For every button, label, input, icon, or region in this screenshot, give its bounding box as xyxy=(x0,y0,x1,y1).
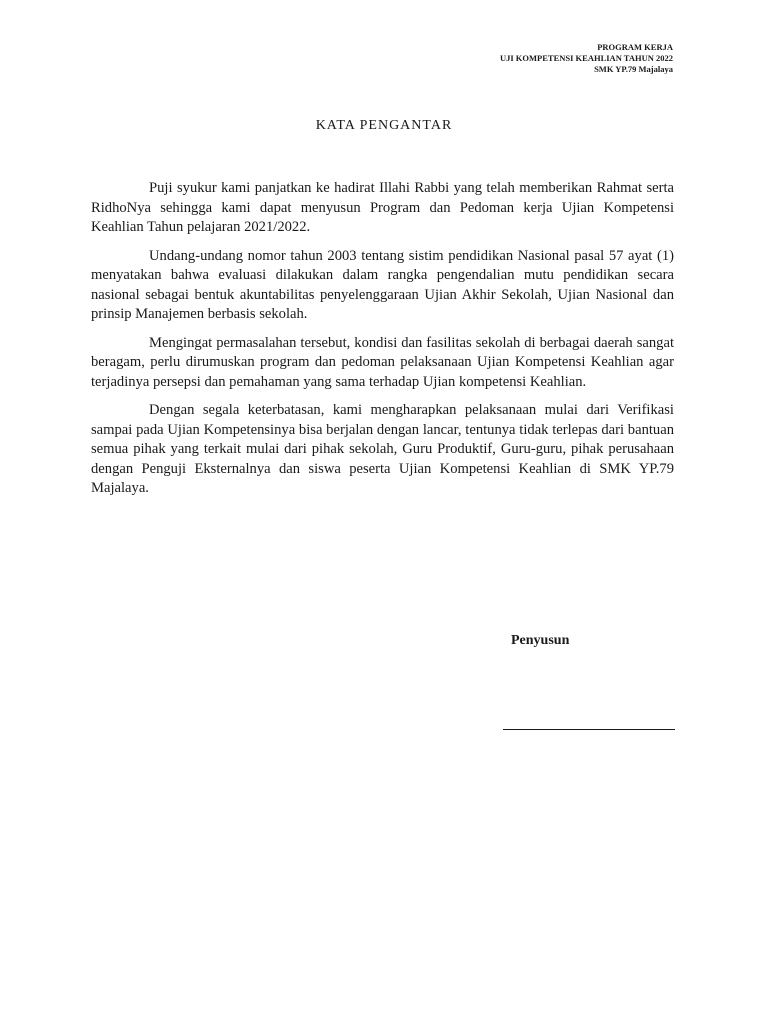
paragraph-closing: Dengan segala keterbatasan, kami mengharapkan pelaksanaan mulai dari Verifikasi sampai pada Ujian Kompetensinya bisa berjalan dengan lancar, tentunya tidak terlepas dari bantuan semua pihak yang terkait mulai dari pihak sekolah, Guru Produktif, Guru-guru, pihak perusahaan dengan Penguji Eksternalnya dan siswa peserta Ujian Kompetensi Keahlian di SMK YP.79 Majalaya. xyxy=(91,402,674,496)
foreword-body xyxy=(91,179,674,508)
page-title: KATA PENGANTAR xyxy=(315,118,453,133)
paragraph-considerations: Mengingat permasalahan tersebut, kondisi dan fasilitas sekolah di berbagai daerah sangat beragam, perlu dirumuskan program dan pedoman pelaksanaan Ujian Kompetensi Keahlian agar terjadinya persepsi dan pemahaman yang sama terhadap Ujian kompetensi Keahlian. xyxy=(91,334,674,390)
signature-line xyxy=(503,729,675,730)
header-school-name: SMK YP.79 Majalaya xyxy=(594,64,673,74)
header-exam-title: UJI KOMPETENSI KEAHLIAN TAHUN 2022 xyxy=(499,53,673,63)
document-header xyxy=(500,42,673,75)
paragraph-gratitude: Puji syukur kami panjatkan ke hadirat Illahi Rabbi yang telah memberikan Rahmat serta RidhoNya sehingga kami dapat menyusun Program dan Pedoman kerja Ujian Kompetensi Keahlian Tahun pelajaran 2021/2022. xyxy=(91,180,674,235)
paragraph-legal-basis: Undang-undang nomor tahun 2003 tentang sistim pendidikan Nasional pasal 57 ayat (1) menyatakan bahwa evaluasi dilakukan dalam rangka pengendalian mutu pendidikan secara nasional sebagai bentuk akuntabilitas penyelenggaraan Ujian Akhir Sekolah, Ujian Nasional dan prinsip Manajemen berbasis sekolah. xyxy=(91,247,674,322)
signature-label: Penyusun xyxy=(511,633,570,648)
header-program-title: PROGRAM KERJA xyxy=(597,42,673,52)
